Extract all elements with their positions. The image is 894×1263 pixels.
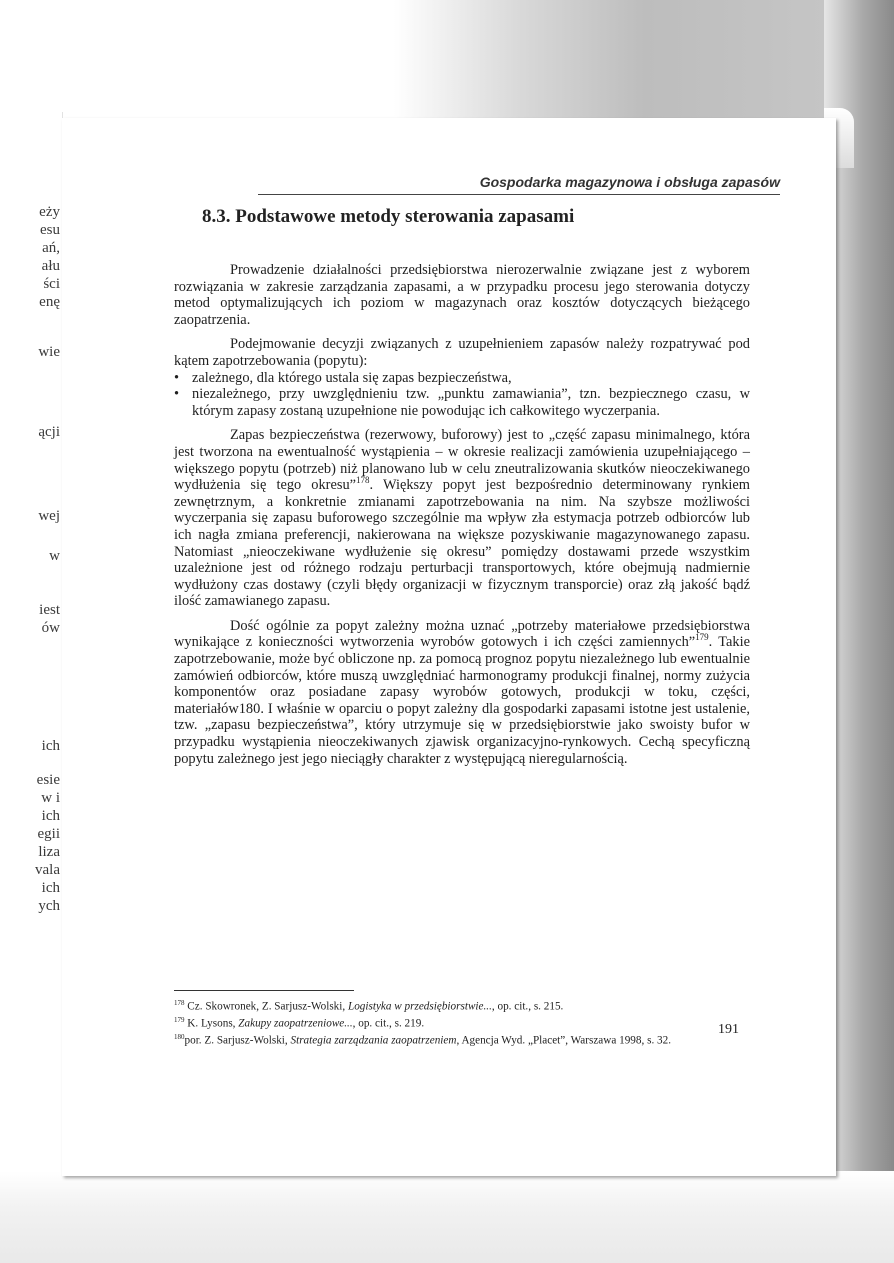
list-item (174, 386, 750, 419)
footnote-number: 178 (174, 999, 185, 1007)
left-fragment: eży (39, 204, 60, 220)
paragraph-3 (174, 427, 750, 610)
footnote-178 (174, 997, 734, 1014)
left-fragment: ów (41, 620, 60, 636)
left-fragment: ich (41, 880, 60, 896)
footnote-rule (174, 990, 354, 991)
bullet-icon: • (174, 386, 180, 403)
left-fragment: ącji (38, 424, 60, 440)
scan-background-top (0, 0, 894, 118)
paragraph-3-part-a: Zapas bezpieczeństwa (rezerwowy, buforowy) jest to „część zapasu minimalnego, która jest tworzona na ewentualność wystąpienia – w okresie realizacji zamówienia uzupełniającego – większego popytu (potrzeb) niż planowano lub w celu zneutralizowania skutków nieoczekiwanego wydłużenia się tego okresu” (174, 427, 750, 494)
left-fragment: wej (38, 508, 60, 524)
paragraph-4 (174, 618, 750, 767)
footnote-text: K. Lysons, (184, 1017, 239, 1030)
left-fragment: iest (39, 602, 60, 618)
footnote-title: Strategia zarządzania zaopatrzeniem (290, 1035, 457, 1048)
footnote-text: Cz. Skowronek, Z. Sarjusz-Wolski, (184, 1000, 348, 1013)
paragraph-4-part-a: Dość ogólnie za popyt zależny można uznać „potrzeby materiałowe przedsiębiorstwa wynikające z konieczności wytworzenia wyrobów gotowych i ich części zamiennych” (174, 617, 750, 651)
footnote-179 (174, 1014, 734, 1031)
left-fragment: ału (41, 258, 60, 274)
footnote-180 (174, 1031, 734, 1048)
scan-background-bottom (0, 1171, 894, 1263)
left-fragment: wie (38, 344, 60, 360)
left-fragment: ich (41, 808, 60, 824)
bullet-icon: • (174, 369, 180, 386)
paragraph-4-part-b: . Takie zapotrzebowanie, może być obliczone np. za pomocą prognoz popytu niezależnego lub ewentualnie zamówień odbiorców, które muszą uwzględniać harmonogramy produkcji finalnej, normy zużycia komponentów oraz posiadane zapasy wyrobów gotowych, produkcji w toku, części, materiałów180. I właśnie w oparciu o popyt zależny dla gospodarki zapasami istotne jest ustalenie, tzw. „zapasu bezpieczeństwa”, który utrzymuje się w przedsiębiorstwie jako swoisty bufor w przypadku wystąpienia nieoczekiwanych zjawisk organizacyjno-rynkowych. Cechą specyficzną popytu zależnego jest jego nieciągły charakter z występującą nieregularnością. (174, 634, 750, 767)
footnote-number: 180 (174, 1033, 185, 1042)
left-fragment: esie (36, 772, 60, 788)
running-header: Gospodarka magazynowa i obsługa zapasów (258, 174, 780, 195)
left-fragment: egii (37, 826, 60, 842)
footnote-title: Zakupy zaopatrzeniowe... (238, 1017, 353, 1030)
left-fragment: w (49, 548, 60, 564)
paragraph-2: Podejmowanie decyzji związanych z uzupełnieniem zapasów należy rozpatrywać pod kątem zapotrzebowania (popytu): (174, 336, 750, 369)
footnote-number: 179 (174, 1016, 185, 1025)
footnote-ref: 178 (356, 475, 370, 486)
list-item-text: zależnego, dla którego ustala się zapas bezpieczeństwa, (192, 369, 512, 386)
list-item-text: niezależnego, przy uwzględnieniu tzw. „punktu zamawiania”, tzn. bezpiecznego czasu, w którym zapasy zostaną uzupełnione nie powodując ich całkowitego wyczerpania. (192, 386, 750, 419)
list-item (174, 370, 750, 387)
left-fragment: liza (38, 844, 60, 860)
footnote-text: por. Z. Sarjusz-Wolski, (184, 1035, 291, 1048)
body-text (174, 262, 750, 775)
left-fragment: vala (35, 862, 60, 878)
footnote-title: Logistyka w przedsiębiorstwie... (347, 1000, 492, 1013)
left-fragment: ści (43, 276, 60, 292)
section-title: 8.3. Podstawowe metody sterowania zapasami (202, 206, 575, 227)
book-page (62, 118, 836, 1176)
left-fragment: esu (40, 222, 60, 238)
left-fragment: ych (38, 898, 60, 914)
left-page-edge (0, 112, 63, 1172)
left-fragment: enę (39, 294, 60, 310)
footnotes (174, 990, 734, 1048)
footnote-ref: 179 (695, 632, 709, 643)
footnote-text: , Agencja Wyd. „Placet”, Warszawa 1998, s. 32. (456, 1035, 672, 1048)
left-fragment: w i (41, 790, 60, 806)
left-fragment: ań, (42, 240, 60, 256)
left-fragment: ich (41, 738, 60, 754)
bullet-list (174, 370, 750, 420)
footnote-text: , op. cit., s. 215. (491, 1000, 564, 1013)
footnote-text: , op. cit., s. 219. (352, 1017, 425, 1030)
paragraph-3-part-b: . Większy popyt jest bezpośrednio determinowany rynkiem zewnętrznym, a konkretnie zmianami zapotrzebowania na nim. Na szybsze możliwości wyczerpania się zapasu buforowego szczególnie ma wpływ zła estymacja potrzeb odbiorców lub ich nagła zmiana preferencji, nakierowana na większe pozyskiwanie magazynowanego zapasu. Natomiast „nieoczekiwane wydłużenie się okresu” pomiędzy dostawami przede wszystkim uzależnione jest od różnego rodzaju perturbacji transportowych, które obejmują nadmiernie wydłużony czas dostawy (czyli błędy organizacji w fizycznym transporcie) oraz złą jakość bądź ilość zamawianego zapasu. (174, 477, 750, 610)
page-number: 191 (718, 1022, 739, 1037)
paragraph-1: Prowadzenie działalności przedsiębiorstwa nierozerwalnie związane jest z wyborem rozwiązania w zakresie zarządzania zapasami, a w przypadku procesu jego sterowania dotyczy metod optymalizujących ich poziom w magazynach oraz kosztów dotyczących bieżącego zaopatrzenia. (174, 262, 750, 328)
